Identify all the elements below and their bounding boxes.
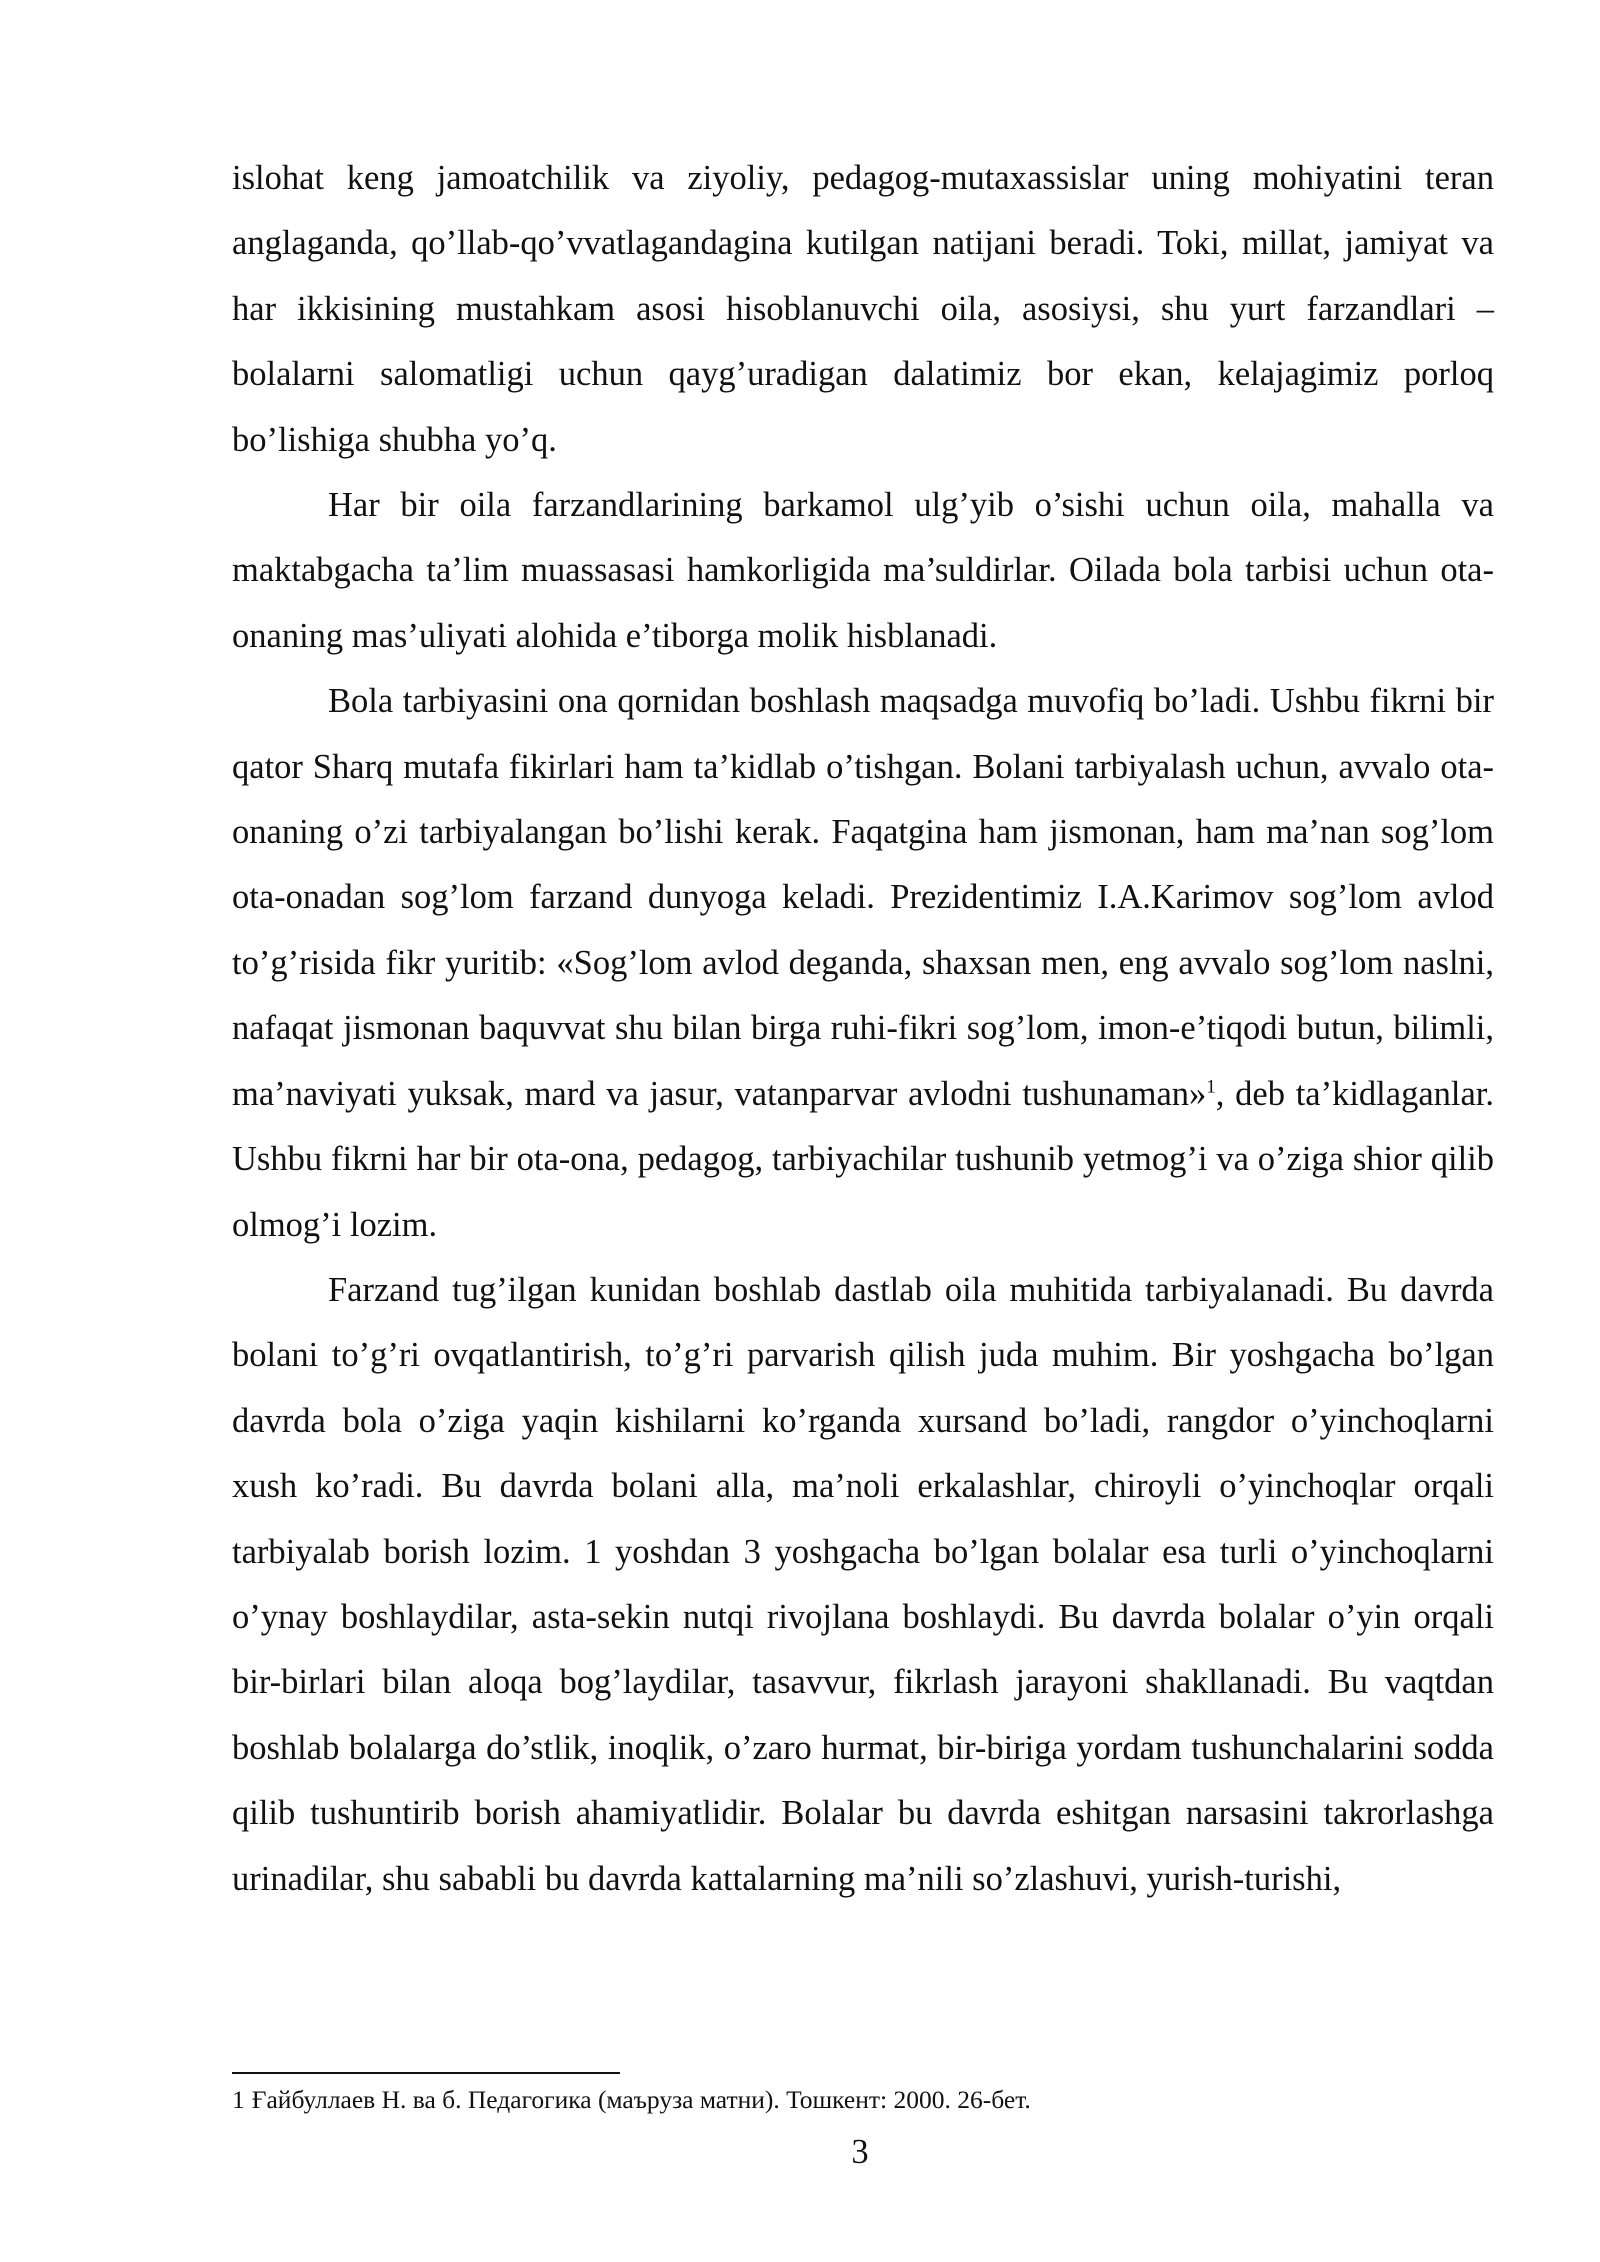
- paragraph-3: [232, 669, 1494, 1258]
- page-body: [232, 146, 1494, 1912]
- paragraph-2: Har bir oila farzandlarining barkamol ulg’yib o’sishi uchun oila, mahalla va maktabgacha ta’lim muassasasi hamkorligida ma’suldirlar. Oilada bola tarbisi uchun ota-onaning mas’uliyati alohida e’tiborga molik hisblanadi.: [232, 486, 1494, 655]
- paragraph-4: Farzand tug’ilgan kunidan boshlab dastlab oila muhitida tarbiyalanadi. Bu davrda bolani to’g’ri ovqatlantirish, to’g’ri parvarish qilish juda muhim. Bir yoshgacha bo’lgan davrda bola o’ziga yaqin kishilarni ko’rganda xursand bo’ladi, rangdor o’yinchoqlarni xush ko’radi. Bu davrda bolani alla, ma’noli erkalashlar, chiroyli o’yinchoqlar orqali tarbiyalab borish lozim. 1 yoshdan 3 yoshgacha bo’lgan bolalar esa turli o’yinchoqlarni o’ynay boshlaydilar, asta-sekin nutqi rivojlana boshlaydi. Bu davrda bolalar o’yin orqali bir-birlari bilan aloqa bog’laydilar, tasavvur, fikrlash jarayoni shakllanadi. Bu vaqtdan boshlab bolalarga do’stlik, inoqlik, o’zaro hurmat, bir-biriga yordam tushunchalarini sodda qilib tushuntirib borish ahamiyatlidir. Bolalar bu davrda eshitgan narsasini takrorlashga urinadilar, shu sababli bu davrda kattalarning ma’nili so’zlashuvi, yurish-turishi,: [232, 1270, 1494, 1898]
- footnote-text: Ғайбуллаев Н. ва б. Педагогика (маъруза матни). Тошкент: 2000. 26-бет.: [251, 2085, 1031, 2114]
- footnote: [232, 2083, 1494, 2117]
- footnote-reference[interactable]: 1: [1206, 1076, 1216, 1098]
- paragraph-3-text-before-note: Bola tarbiyasini ona qornidan boshlash maqsadga muvofiq bo’ladi. Ushbu fikrni bir qator Sharq mutafa fikirlari ham ta’kidlab o’tishgan. Bolani tarbiyalash uchun, avvalo ota-onaning o’zi tarbiyalangan bo’lishi kerak. Faqatgina ham jismonan, ham ma’nan sog’lom ota-onadan sog’lom farzand dunyoga keladi. Prezidentimiz I.A.Karimov sog’lom avlod to’g’risida fikr yuritib: «Sog’lom avlod deganda, shaxsan men, eng avvalo sog’lom naslni, nafaqat jismonan baquvvat shu bilan birga ruhi-fikri sog’lom, imon-e’tiqodi butun, bilimli, ma’naviyati yuksak, mard va jasur, vatanparvar avlodni tushunaman»: [232, 682, 1494, 1113]
- paragraph-1: islohat keng jamoatchilik va ziyoliy, pedagog-mutaxassislar uning mohiyatini teran anglaganda, qo’llab-qo’vvatlagandagina kutilgan natijani beradi. Toki, millat, jamiyat va har ikkisining mustahkam asosi hisoblanuvchi oila, asosiysi, shu yurt farzandlari – bolalarni salomatligi uchun qayg’uradigan dalatimiz bor ekan, kelajagimiz porloq bo’lishiga shubha yo’q.: [232, 159, 1494, 459]
- footnote-separator: [232, 2072, 620, 2074]
- footnote-number: 1: [232, 2085, 245, 2114]
- paragraph-3-text-after-note: , deb ta’kidlaganlar. Ushbu fikrni har bir ota-ona, pedagog, tarbiyachilar tushunib yetmog’i va o’ziga shior qilib olmog’i lozim.: [232, 1074, 1494, 1244]
- page-number: 3: [851, 2133, 869, 2171]
